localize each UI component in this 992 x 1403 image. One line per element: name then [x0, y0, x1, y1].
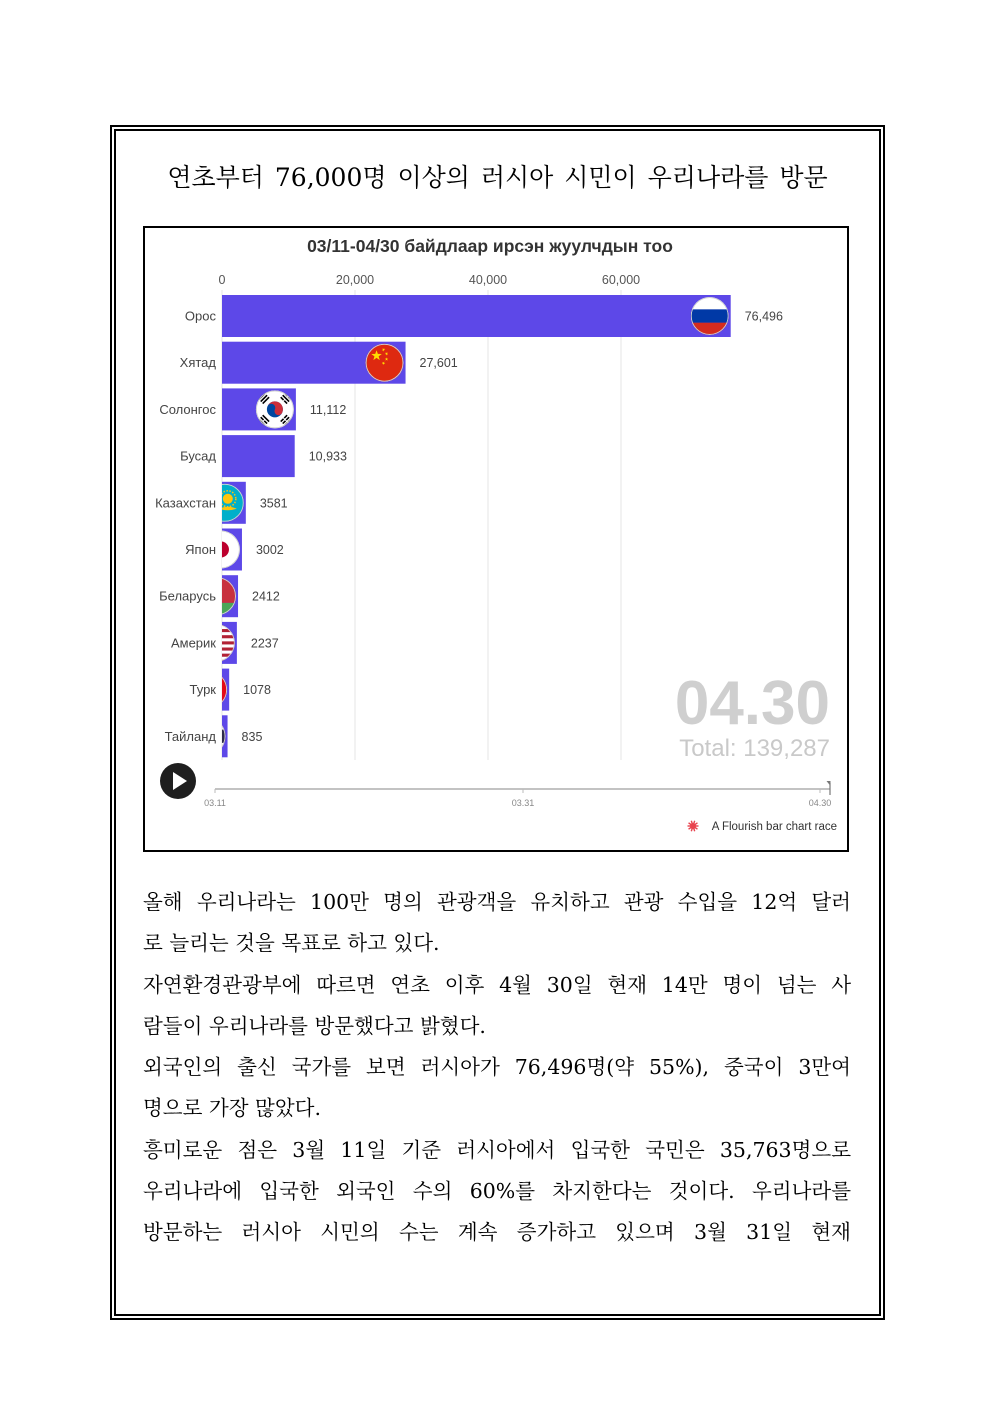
text-line: 흥미로운 점은 3월 11일 기준 러시아에서 입국한 국민은 35,763명으로	[143, 1137, 851, 1162]
current-date-label: 04.30	[674, 669, 830, 738]
chart-canvas	[145, 228, 847, 850]
paragraph	[143, 882, 851, 965]
bar	[222, 435, 295, 477]
category-label: Тайланд	[164, 728, 216, 744]
timeline-label: 04.30	[808, 798, 832, 808]
timeline-handle[interactable]	[827, 781, 831, 795]
value-label: 11,112	[309, 402, 347, 417]
value-label: 2237	[250, 636, 279, 651]
paragraph	[143, 1047, 851, 1130]
flourish-credit-link[interactable]: A Flourish bar chart race	[711, 821, 837, 833]
category-label: Солонгос	[159, 401, 216, 417]
value-label: 835	[241, 729, 263, 744]
text-line: 람들이 우리나라를 방문했다고 밝혔다.	[143, 1013, 486, 1038]
category-label: Орос	[184, 308, 216, 324]
text-line: 로 늘리는 것을 목표로 하고 있다.	[143, 931, 440, 956]
text-line: 방문하는 러시아 시민의 수는 계속 증가하고 있으며 3월 31일 현재	[143, 1220, 851, 1244]
category-label: Бусад	[180, 448, 216, 464]
bar	[222, 295, 731, 337]
text-line: 우리나라에 입국한 외국인 수의 60%를 차지한다는 것이다. 우리나라를	[143, 1178, 851, 1203]
category-label: Беларусь	[159, 588, 216, 604]
x-tick-label: 40,000	[468, 273, 508, 287]
article-body	[143, 882, 851, 1253]
value-label: 10,933	[308, 449, 347, 464]
value-label: 1078	[243, 683, 271, 698]
category-label: Япон	[185, 542, 216, 557]
text-line: 명으로 가장 많았다.	[143, 1096, 321, 1121]
timeline-label: 03.11	[204, 798, 226, 808]
chart-title: 03/11-04/30 байдлаар ирсэн жуулчдын тоо	[307, 236, 673, 256]
value-label: 76,496	[744, 309, 783, 324]
x-tick-label: 20,000	[335, 273, 375, 287]
total-label: Total: 139,287	[679, 735, 830, 762]
text-line: 자연환경관광부에 따르면 연초 이후 4월 30일 현재 14만 명이 넘는 사	[143, 972, 851, 997]
play-button[interactable]	[160, 763, 196, 799]
category-label: Америк	[170, 635, 216, 651]
bar-chart-race	[143, 226, 849, 852]
flourish-logo-icon	[688, 821, 699, 831]
value-label: 3002	[255, 543, 284, 557]
x-tick-label: 60,000	[601, 273, 641, 287]
x-tick-label: 0	[218, 273, 226, 287]
category-label: Турк	[189, 682, 216, 698]
category-label: Казахстан	[155, 495, 216, 511]
category-label: Хятад	[179, 355, 216, 371]
timeline-label: 03.31	[511, 798, 535, 808]
document-title: 연초부터 76,000명 이상의 러시아 시민이 우리나라를 방문	[167, 163, 828, 192]
value-label: 3581	[259, 496, 288, 511]
text-line: 외국인의 출신 국가를 보면 러시아가 76,496명(약 55%), 중국이 3만여	[143, 1055, 851, 1079]
value-label: 2412	[252, 589, 280, 604]
value-label: 27,601	[419, 356, 458, 371]
paragraph	[143, 965, 851, 1048]
text-line: 올해 우리나라는 100만 명의 관광객을 유치하고 관광 수입을 12억 달러	[143, 890, 851, 914]
paragraph	[143, 1130, 851, 1254]
